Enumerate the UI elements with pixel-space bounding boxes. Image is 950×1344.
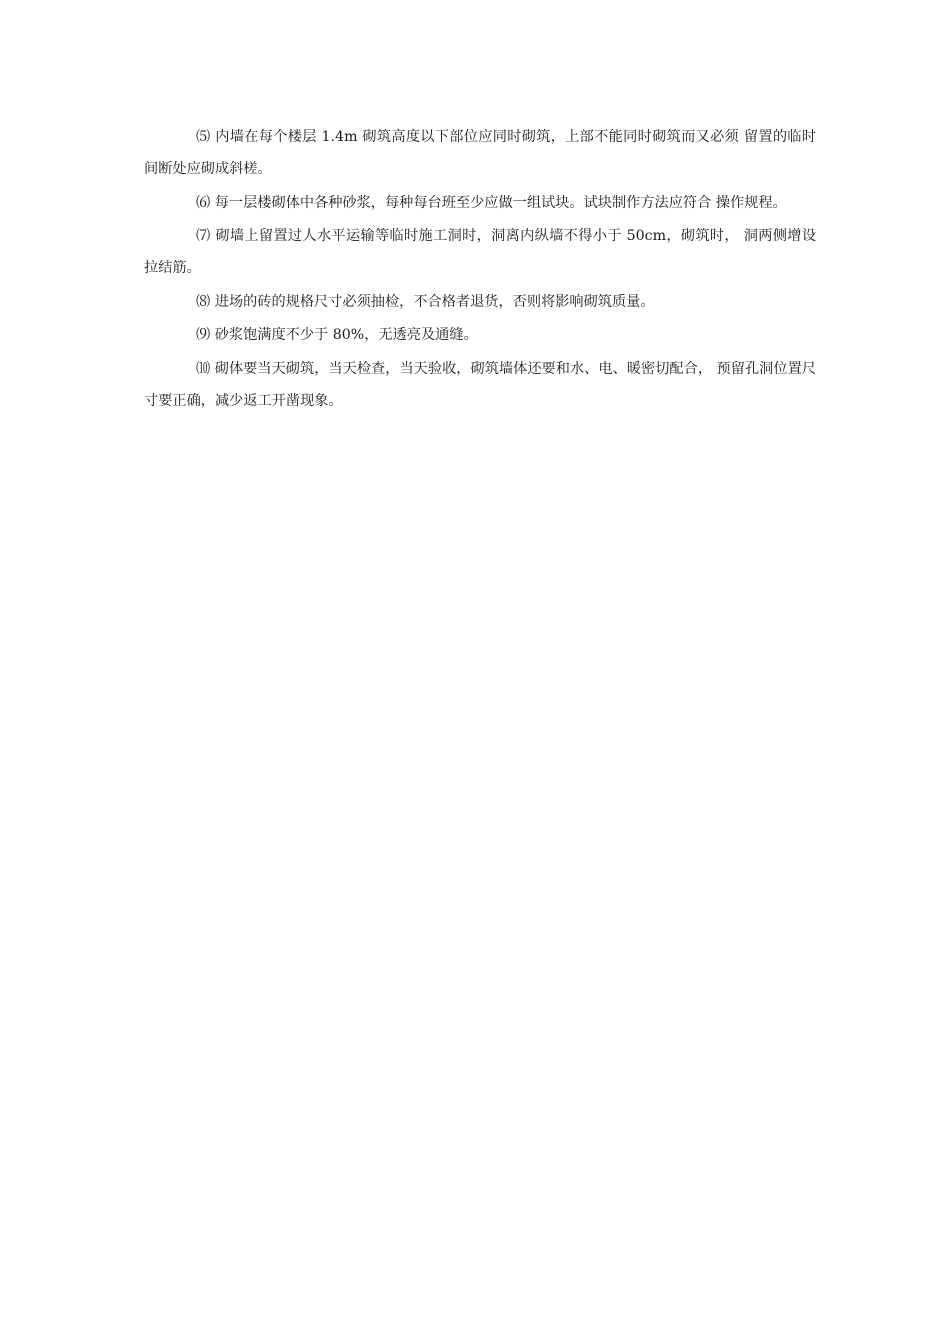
document-body bbox=[144, 121, 816, 418]
paragraph-7: ⑺ 砌墙上留置过人水平运输等临时施工洞时，洞离内纵墙不得小于 50cm，砌筑时， 洞两侧增设拉结筋。 bbox=[144, 228, 817, 276]
paragraph-10: ⑽ 砌体要当天砌筑，当天检查，当天验收，砌筑墙体还要和水、电、暖密切配合， 预留孔洞位置尺寸要正确，减少返工开凿现象。 bbox=[144, 360, 816, 409]
paragraph-8: ⑻ 进场的砖的规格尺寸必须抽检，不合格者退货，否则将影响砌筑质量。 bbox=[196, 293, 655, 310]
paragraph-5: ⑸ 内墙在每个楼层 1.4m 砌筑高度以下部位应同时砌筑，上部不能同时砌筑而又必须 留置的临时间断处应砌成斜槎。 bbox=[144, 129, 816, 177]
paragraph-6: ⑹ 每一层楼砌体中各种砂浆，每种每台班至少应做一组试块。试块制作方法应符合 操作规程。 bbox=[196, 194, 787, 211]
paragraph-9: ⑼ 砂浆饱满度不少于 80%，无透亮及通缝。 bbox=[196, 327, 478, 343]
